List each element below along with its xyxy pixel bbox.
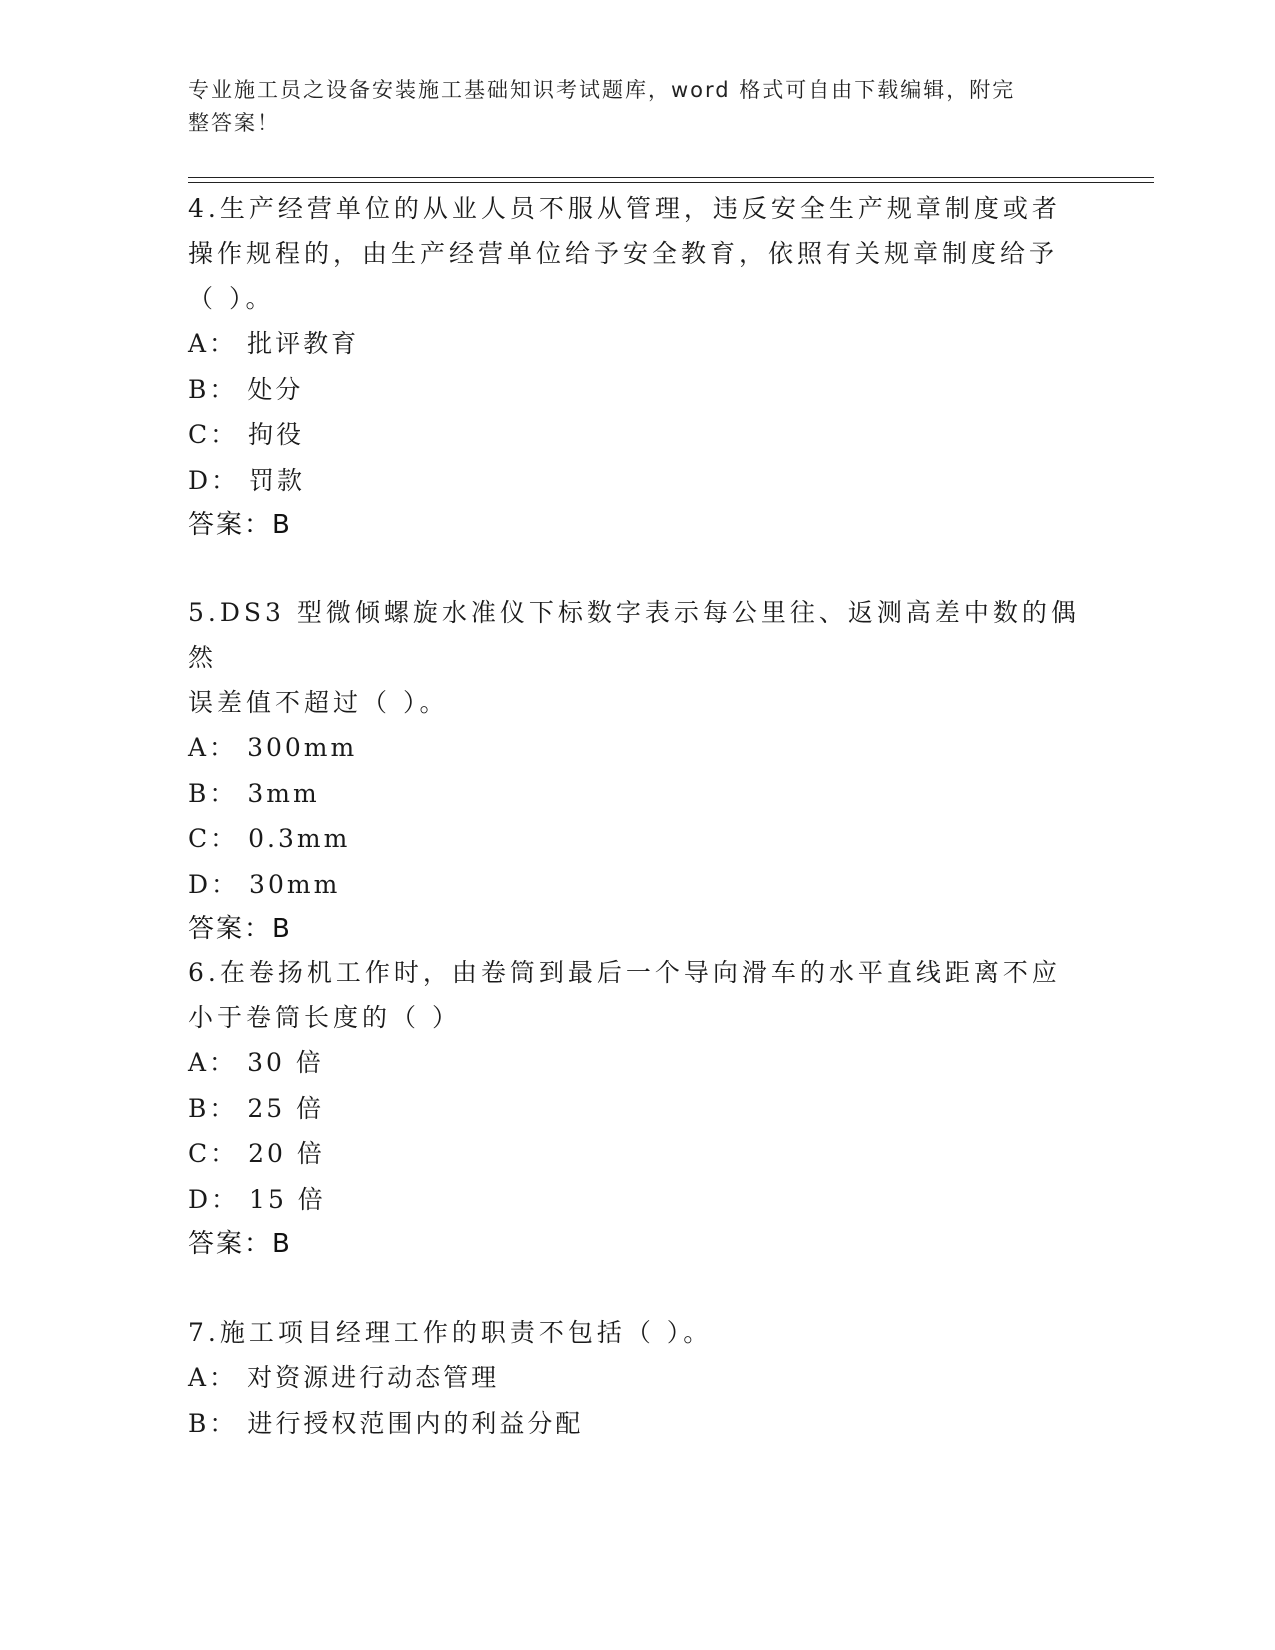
header-line-1: 专业施工员之设备安装施工基础知识考试题库，word 格式可自由下载编辑，附完 <box>188 78 1016 102</box>
option-b <box>188 1086 1088 1132</box>
option-a <box>188 725 1088 771</box>
option-text: 15 倍 <box>249 1184 326 1214</box>
option-key: A： <box>188 733 238 762</box>
question-5 <box>188 590 1088 952</box>
option-d <box>188 458 1088 504</box>
header-line-2: 整答案！ <box>188 111 280 135</box>
answer-line: 答案：B <box>188 1229 292 1259</box>
option-text: 25 倍 <box>247 1093 325 1123</box>
header-divider-top <box>188 177 1154 178</box>
option-a <box>188 321 1088 367</box>
question-text <box>188 186 1088 321</box>
option-text: 罚款 <box>249 465 306 495</box>
option-b <box>188 367 1088 413</box>
option-key: D： <box>188 869 240 899</box>
question-text-line: 6.在卷扬机工作时，由卷筒到最后一个导向滑车的水平直线距离不应 <box>188 958 1061 987</box>
option-d <box>188 862 1088 908</box>
option-key: A： <box>188 1363 238 1392</box>
option-key: C： <box>188 1139 239 1168</box>
option-key: D： <box>188 1184 240 1214</box>
option-key: B： <box>188 1408 238 1438</box>
question-text-line: 小于卷筒长度的（ ） <box>188 1003 461 1032</box>
answer-line: 答案：B <box>188 510 292 540</box>
option-text: 拘役 <box>248 420 305 449</box>
question-4 <box>188 186 1088 548</box>
option-text: 批评教育 <box>247 329 360 358</box>
option-c <box>188 1131 1088 1177</box>
question-text-line: 误差值不超过（ ）。 <box>188 688 449 717</box>
option-key: B： <box>188 374 238 404</box>
option-a <box>188 1355 1088 1401</box>
option-a <box>188 1040 1088 1086</box>
option-text: 进行授权范围内的利益分配 <box>247 1408 584 1438</box>
option-key: A： <box>188 329 238 358</box>
question-text <box>188 950 1088 1040</box>
option-text: 3mm <box>247 778 320 808</box>
question-text <box>188 590 1088 725</box>
option-text: 处分 <box>247 374 304 404</box>
option-key: C： <box>188 420 239 449</box>
document-header <box>188 74 1068 140</box>
question-text-line: 4.生产经营单位的从业人员不服从管理，违反安全生产规章制度或者 <box>188 194 1061 223</box>
option-c <box>188 412 1088 458</box>
option-key: D： <box>188 465 240 495</box>
option-key: C： <box>188 824 239 853</box>
option-text: 300mm <box>247 733 358 762</box>
option-d <box>188 1177 1088 1223</box>
option-key: A： <box>188 1048 238 1077</box>
question-text-line: 7.施工项目经理工作的职责不包括（ ）。 <box>188 1318 713 1347</box>
question-text-line: 操作规程的，由生产经营单位给予安全教育，依照有关规章制度给予 <box>188 239 1059 268</box>
option-c <box>188 816 1088 862</box>
option-text: 对资源进行动态管理 <box>247 1363 500 1392</box>
option-b <box>188 771 1088 817</box>
option-text: 30 倍 <box>247 1048 324 1077</box>
option-text: 30mm <box>249 869 341 899</box>
option-key: B： <box>188 1093 238 1123</box>
question-6 <box>188 950 1088 1267</box>
header-divider-bottom <box>188 182 1154 183</box>
question-text-line: （ ）。 <box>188 284 275 313</box>
option-key: B： <box>188 778 238 808</box>
answer-line: 答案：B <box>188 914 292 944</box>
option-b <box>188 1401 1088 1447</box>
question-7 <box>188 1310 1088 1446</box>
question-text <box>188 1310 1088 1355</box>
option-text: 20 倍 <box>248 1139 325 1168</box>
question-text-line: 5.DS3 型微倾螺旋水准仪下标数字表示每公里往、返测高差中数的偶然 <box>188 598 1080 672</box>
option-text: 0.3mm <box>248 824 351 853</box>
